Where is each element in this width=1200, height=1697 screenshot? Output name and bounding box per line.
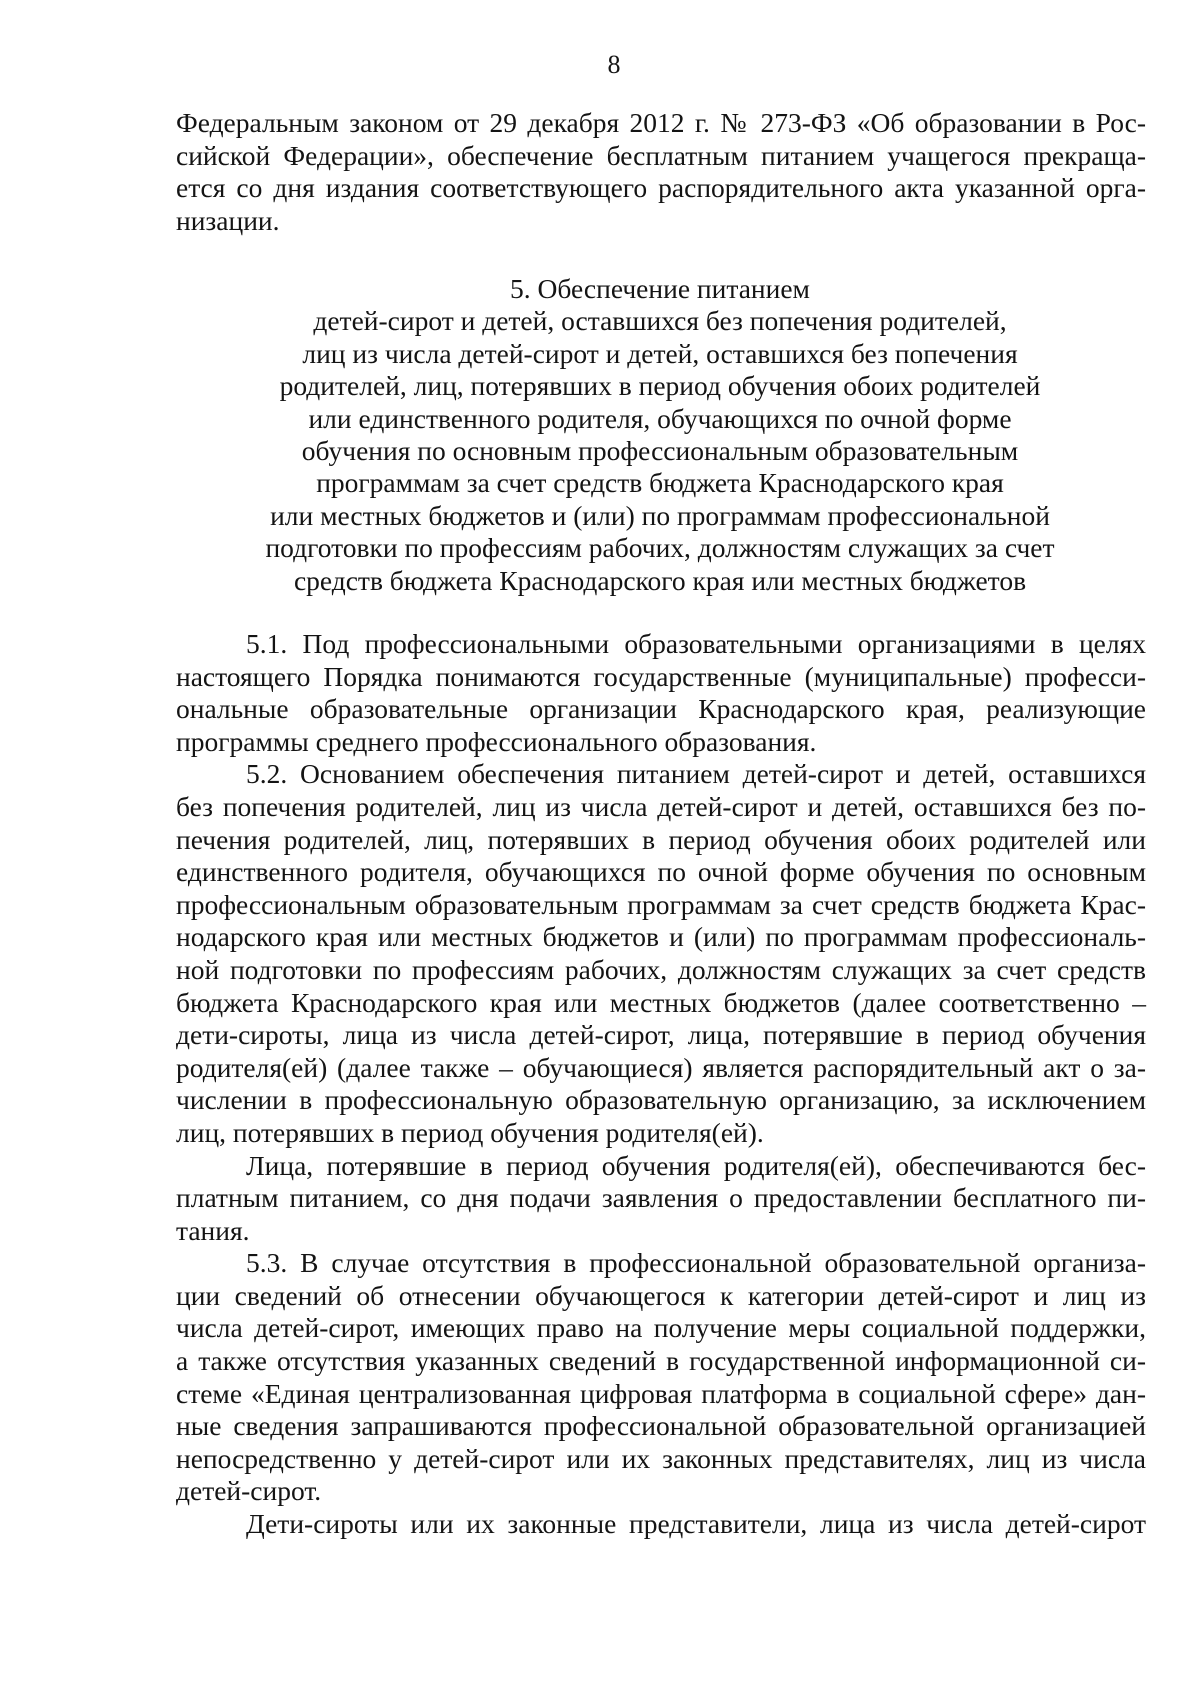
text-line: лиц, потерявших в период обучения родителя(ей). xyxy=(176,1116,764,1148)
text-line: 5.1. Под профессиональными образовательными организациями в целях xyxy=(246,628,1146,659)
section-body xyxy=(176,628,1146,1541)
text-line: 5.3. В случае отсутствия в профессиональной образовательной организа- xyxy=(246,1247,1146,1279)
heading-line: детей-сирот и детей, оставшихся без попечения родителей, xyxy=(313,305,1007,337)
text-line: ные сведения запрашиваются профессиональной образовательной организацией xyxy=(176,1410,1146,1442)
text-line: платным питанием, со дня подачи заявления о предоставлении бесплатного пи- xyxy=(176,1182,1146,1214)
text-line: нодарского края или местных бюджетов и (или) по программам профессиональ- xyxy=(176,921,1146,953)
text-line: непосредственно у детей-сирот или их законных представителях, лиц из числа xyxy=(176,1442,1146,1474)
text-line: ональные образовательные организации Краснодарского края, реализующие xyxy=(176,693,1146,725)
text-line: низации. xyxy=(176,204,280,236)
text-line: детей-сирот. xyxy=(176,1475,322,1507)
text-line: тания. xyxy=(176,1214,250,1246)
heading-line: лиц из числа детей-сирот и детей, оставшихся без попечения xyxy=(302,337,1018,369)
text-line: Лица, потерявшие в период обучения родителя(ей), обеспечиваются бес- xyxy=(246,1149,1146,1181)
heading-line: 5. Обеспечение питанием xyxy=(510,273,810,304)
text-line: единственного родителя, обучающихся по очной форме обучения по основным xyxy=(176,856,1146,888)
page-number: 8 xyxy=(607,50,621,79)
heading-line: родителей, лиц, потерявших в период обучения обоих родителей xyxy=(279,370,1041,402)
text-line: стеме «Единая централизованная цифровая платформа в социальной сфере» дан- xyxy=(176,1377,1146,1409)
text-line: ется со дня издания соответствующего распорядительного акта указанной орга- xyxy=(176,172,1146,204)
text-line: числа детей-сирот, имеющих право на получение меры социальной поддержки, xyxy=(176,1312,1146,1344)
heading-line: обучения по основным профессиональным образовательным xyxy=(301,435,1019,467)
text-line: бюджета Краснодарского края или местных бюджетов (далее соответственно – xyxy=(176,986,1146,1018)
text-line: числении в профессиональную образовательную организацию, за исключением xyxy=(176,1084,1146,1116)
paragraph-5-1 xyxy=(176,628,1146,758)
text-line: ной подготовки по профессиям рабочих, должностям служащих за счет средств xyxy=(176,953,1146,985)
text-line: ции сведений об отнесении обучающегося к категории детей-сирот и лиц из xyxy=(176,1279,1146,1311)
paragraph-orphans-representatives xyxy=(176,1508,1146,1541)
heading-line: программам за счет средств бюджета Краснодарского края xyxy=(316,467,1004,499)
text-line: настоящего Порядка понимаются государственные (муниципальные) професси- xyxy=(176,660,1146,692)
text-line: 5.2. Основанием обеспечения питанием детей-сирот и детей, оставшихся xyxy=(246,758,1146,790)
text-line: сийской Федерации», обеспечение бесплатным питанием учащегося прекраща- xyxy=(176,139,1146,171)
paragraph-5-2 xyxy=(176,758,1146,1149)
section-heading xyxy=(160,273,1160,597)
text-line: профессиональным образовательным программам за счет средств бюджета Крас- xyxy=(176,888,1146,920)
text-line: программы среднего профессионального образования. xyxy=(176,725,817,757)
text-line: Федеральным законом от 29 декабря 2012 г. № 273-ФЗ «Об образовании в Рос- xyxy=(176,107,1146,138)
paragraph-loss-of-parents xyxy=(176,1150,1146,1248)
heading-line: или местных бюджетов и (или) по программам профессиональной xyxy=(270,499,1050,531)
text-line: дети-сироты, лица из числа детей-сирот, лица, потерявшие в период обучения xyxy=(176,1019,1146,1051)
heading-line: или единственного родителя, обучающихся по очной форме xyxy=(308,402,1012,434)
text-line: печения родителей, лиц, потерявших в период обучения обоих родителей или xyxy=(176,823,1146,855)
heading-line: средств бюджета Краснодарского края или местных бюджетов xyxy=(293,564,1027,596)
heading-line: подготовки по профессиям рабочих, должностям служащих за счет xyxy=(265,532,1055,564)
text-line: родителя(ей) (далее также – обучающиеся) является распорядительный акт о за- xyxy=(176,1051,1146,1083)
text-line: а также отсутствия указанных сведений в государственной информационной си- xyxy=(176,1345,1146,1377)
text-line: без попечения родителей, лиц из числа детей-сирот и детей, оставшихся без по- xyxy=(176,790,1146,822)
paragraph-5-3 xyxy=(176,1247,1146,1508)
intro-paragraph xyxy=(176,107,1146,237)
text-line: Дети-сироты или их законные представители, лица из числа детей-сирот xyxy=(246,1508,1146,1540)
